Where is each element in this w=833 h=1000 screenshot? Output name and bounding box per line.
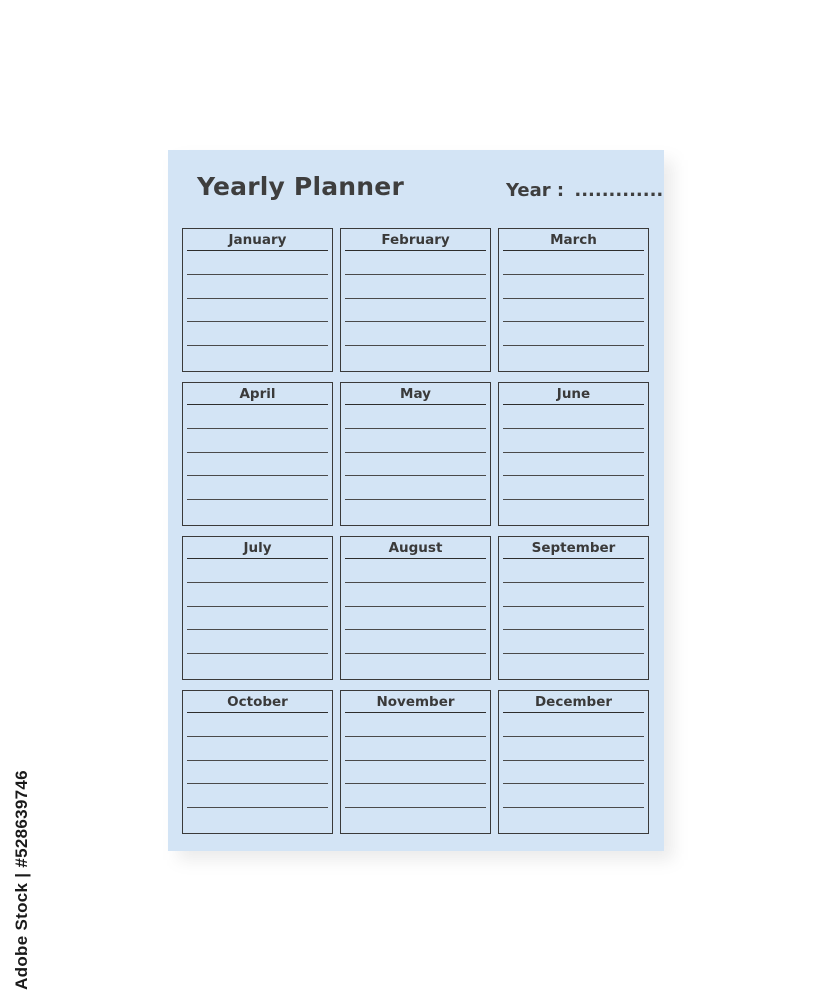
month-box-july — [182, 536, 333, 680]
month-box-march — [498, 228, 649, 372]
writing-line — [345, 298, 486, 299]
year-blank: ............. — [574, 180, 664, 201]
month-box-september — [498, 536, 649, 680]
planner-sheet — [168, 150, 664, 851]
writing-line — [187, 475, 328, 476]
writing-line — [345, 783, 486, 784]
month-box-june — [498, 382, 649, 526]
page-title: Yearly Planner — [197, 172, 404, 201]
writing-line — [187, 499, 328, 500]
writing-line — [345, 629, 486, 630]
stock-id-text: Adobe Stock | #528639746 — [12, 770, 31, 990]
writing-line — [503, 629, 644, 630]
month-grid — [182, 228, 650, 834]
stock-id-watermark — [8, 760, 36, 1000]
writing-line — [187, 807, 328, 808]
month-box-february — [340, 228, 491, 372]
month-name: October — [227, 694, 288, 710]
month-box-january — [182, 228, 333, 372]
month-box-may — [340, 382, 491, 526]
writing-line — [503, 807, 644, 808]
writing-line — [503, 760, 644, 761]
writing-line — [503, 499, 644, 500]
month-header-rule — [345, 558, 486, 559]
writing-line — [503, 653, 644, 654]
writing-line — [503, 428, 644, 429]
month-name: September — [531, 540, 616, 556]
month-header-rule — [503, 250, 644, 251]
writing-line — [187, 298, 328, 299]
month-box-december — [498, 690, 649, 834]
writing-line — [187, 345, 328, 346]
month-name: June — [556, 386, 591, 402]
month-header-rule — [187, 404, 328, 405]
month-header-rule — [503, 404, 644, 405]
month-box-april — [182, 382, 333, 526]
month-name: December — [534, 694, 613, 710]
writing-line — [345, 499, 486, 500]
year-label: Year : — [506, 180, 565, 201]
writing-line — [503, 321, 644, 322]
month-name: April — [239, 386, 276, 402]
writing-line — [345, 653, 486, 654]
writing-line — [187, 606, 328, 607]
month-header-rule — [503, 712, 644, 713]
month-name: March — [550, 232, 597, 248]
writing-line — [503, 736, 644, 737]
month-name: May — [400, 386, 431, 402]
writing-line — [503, 606, 644, 607]
writing-line — [345, 760, 486, 761]
writing-line — [187, 452, 328, 453]
month-name: February — [381, 232, 450, 248]
month-box-august — [340, 536, 491, 680]
writing-line — [503, 783, 644, 784]
month-header-rule — [345, 250, 486, 251]
writing-line — [503, 274, 644, 275]
writing-line — [187, 629, 328, 630]
month-box-october — [182, 690, 333, 834]
writing-line — [187, 760, 328, 761]
writing-line — [187, 321, 328, 322]
writing-line — [345, 345, 486, 346]
writing-line — [345, 452, 486, 453]
month-header-rule — [503, 558, 644, 559]
month-header-rule — [345, 712, 486, 713]
writing-line — [345, 736, 486, 737]
month-name: January — [228, 232, 287, 248]
writing-line — [187, 274, 328, 275]
writing-line — [503, 475, 644, 476]
writing-line — [503, 345, 644, 346]
writing-line — [345, 606, 486, 607]
writing-line — [345, 475, 486, 476]
writing-line — [187, 428, 328, 429]
writing-line — [503, 582, 644, 583]
writing-line — [187, 653, 328, 654]
writing-line — [187, 736, 328, 737]
writing-line — [345, 321, 486, 322]
writing-line — [187, 783, 328, 784]
month-box-november — [340, 690, 491, 834]
writing-line — [345, 807, 486, 808]
writing-line — [503, 298, 644, 299]
month-name: August — [388, 540, 443, 556]
writing-line — [345, 274, 486, 275]
writing-line — [187, 582, 328, 583]
month-header-rule — [345, 404, 486, 405]
month-header-rule — [187, 558, 328, 559]
month-name: July — [243, 540, 272, 556]
writing-line — [345, 428, 486, 429]
month-header-rule — [187, 250, 328, 251]
writing-line — [345, 582, 486, 583]
writing-line — [503, 452, 644, 453]
month-name: November — [376, 694, 455, 710]
year-field — [506, 180, 663, 201]
month-header-rule — [187, 712, 328, 713]
